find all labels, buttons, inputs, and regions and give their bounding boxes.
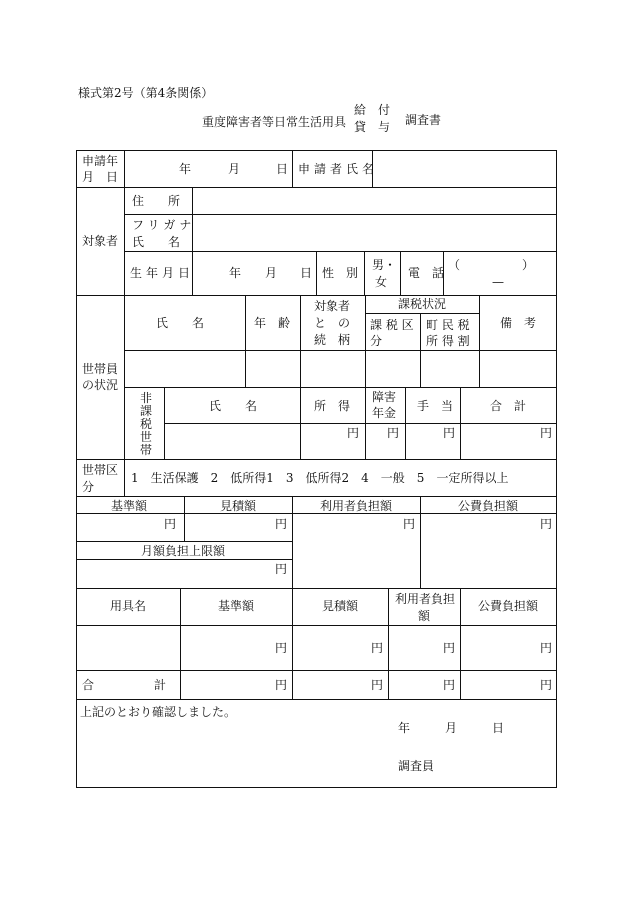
household-label-1: 世帯員 [82, 362, 119, 376]
tax-category-header-1: 課 税 区 [370, 318, 414, 332]
equipment-name-header: 用具名 [110, 599, 147, 613]
equipment-total-label: 合 計 [82, 678, 167, 692]
confirm-month: 月 [445, 721, 458, 735]
yen-total-standard: 円 [275, 678, 288, 692]
col-relation-header-1: 対象者 [314, 299, 351, 313]
public-burden-header: 公費負担額 [458, 499, 519, 513]
equipment-public-burden-header: 公費負担額 [478, 599, 539, 613]
yen-total-estimate: 円 [371, 678, 384, 692]
subject-name-label: 氏 名 [132, 235, 181, 249]
application-date-label-2: 月 日 [82, 170, 119, 184]
nontax-pension-header-1: 障害 [372, 390, 397, 404]
yen-pension: 円 [387, 426, 400, 440]
yen-standard-amount: 円 [164, 517, 177, 531]
birth-month: 月 [265, 266, 278, 280]
equipment-estimate-header: 見積額 [322, 599, 359, 613]
remarks-header: 備 考 [500, 316, 537, 330]
yen-total-user-burden: 円 [443, 678, 456, 692]
yen-estimate-amount: 円 [275, 517, 288, 531]
application-date-label-1: 申請年 [82, 154, 119, 168]
nontax-char-5: 帯 [140, 443, 153, 457]
subject-phone-label: 電 話 [408, 266, 445, 280]
tax-category-header-2: 分 [370, 334, 383, 348]
subject-address-label: 住 所 [132, 194, 181, 208]
phone-paren-open: （ [448, 258, 461, 272]
form-number: 様式第2号（第4条関係） [78, 86, 214, 100]
nontax-char-1: 非 [140, 391, 153, 405]
household-category-options[interactable]: 1 生活保護 2 低所得1 3 低所得2 4 一般 5 一定所得以上 [131, 471, 509, 485]
user-burden-header: 利用者負担額 [320, 499, 393, 513]
nontax-char-2: 課 [140, 404, 153, 418]
birth-year: 年 [229, 266, 242, 280]
equipment-user-burden-header-1: 利用者負担 [395, 592, 456, 606]
monthly-cap-header: 月額負担上限額 [141, 544, 226, 558]
estimate-amount-header: 見積額 [220, 499, 257, 513]
col-name-header: 氏 名 [156, 316, 205, 330]
equipment-user-burden-header-2: 額 [418, 609, 431, 623]
yen-income: 円 [347, 426, 360, 440]
yen-equip-public-burden: 円 [540, 641, 553, 655]
nontax-char-3: 税 [140, 417, 153, 431]
col-age-header: 年 齢 [254, 316, 291, 330]
subject-label: 対象者 [82, 234, 119, 248]
title-left: 重度障害者等日常生活用具 [202, 115, 347, 129]
title-lend: 貸 与 [354, 120, 391, 134]
col-relation-header-3: 続 柄 [314, 333, 351, 347]
yen-monthly-cap: 円 [275, 562, 288, 576]
equipment-standard-header: 基準額 [218, 599, 255, 613]
subject-furigana-label: フリガナ [132, 218, 196, 232]
confirm-year: 年 [398, 721, 411, 735]
subject-birthdate-label: 生年月日 [130, 266, 195, 280]
yen-equip-standard: 円 [275, 641, 288, 655]
investigator-label: 調査員 [398, 759, 435, 773]
application-year: 年 [179, 162, 192, 176]
yen-equip-user-burden: 円 [443, 641, 456, 655]
subject-sex-label: 性 別 [322, 266, 359, 280]
yen-public-burden: 円 [540, 517, 553, 531]
phone-paren-close: ） [522, 258, 535, 272]
tax-status-header: 課税状況 [398, 297, 447, 311]
application-day: 日 [276, 162, 289, 176]
phone-dash: — [492, 275, 504, 289]
town-tax-header-2: 所 得 割 [426, 334, 470, 348]
nontax-income-header: 所 得 [314, 399, 351, 413]
yen-allowance: 円 [443, 426, 456, 440]
category-label-1: 世帯区 [82, 463, 119, 477]
col-relation-header-2: と の [314, 316, 351, 330]
yen-total-public-burden: 円 [540, 678, 553, 692]
birth-day: 日 [300, 266, 313, 280]
nontax-name-header: 氏 名 [209, 399, 258, 413]
nontax-allowance-header: 手 当 [417, 399, 454, 413]
confirm-day: 日 [492, 721, 505, 735]
subject-name-field[interactable] [195, 217, 554, 249]
nontax-pension-header-2: 年金 [372, 406, 397, 420]
standard-amount-header: 基準額 [111, 499, 148, 513]
confirmation-text: 上記のとおり確認しました。 [80, 705, 237, 719]
applicant-name-field[interactable] [374, 153, 554, 185]
yen-equip-estimate: 円 [371, 641, 384, 655]
category-label-2: 分 [82, 480, 95, 494]
sex-female-option[interactable]: 女 [375, 275, 388, 289]
town-tax-header-1: 町 民 税 [426, 318, 470, 332]
title-right: 調査書 [405, 113, 442, 127]
application-month: 月 [228, 162, 241, 176]
yen-user-burden: 円 [403, 517, 416, 531]
nontax-total-header: 合 計 [490, 399, 527, 413]
yen-total: 円 [540, 426, 553, 440]
title-give: 給 付 [354, 103, 391, 117]
household-label-2: の状況 [82, 378, 119, 392]
nontax-char-4: 世 [140, 430, 153, 444]
sex-male-option[interactable]: 男・ [372, 258, 397, 272]
subject-address-field[interactable] [195, 190, 554, 212]
applicant-name-label: 申請者氏名 [298, 162, 379, 176]
